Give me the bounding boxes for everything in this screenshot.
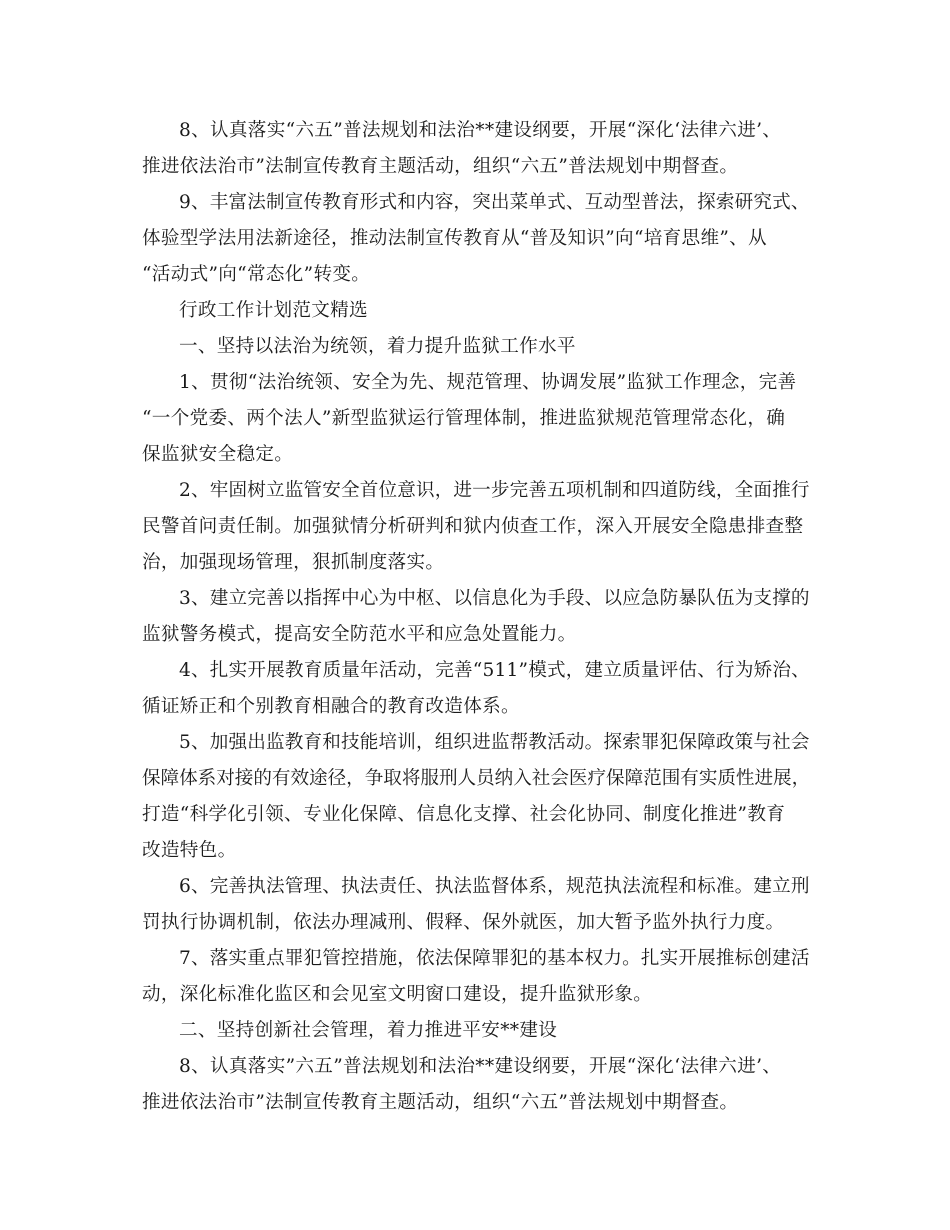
paragraph — [142, 941, 810, 1013]
text-line: 监狱警务模式，提高安全防范水平和应急处置能力。 — [142, 624, 577, 645]
paragraph — [142, 653, 810, 725]
paragraph — [142, 473, 810, 581]
paragraph — [142, 113, 810, 185]
text-line: 5、加强出监教育和技能培训，组织进监帮教活动。探索罪犯保障政策与社会 — [179, 732, 810, 753]
paragraph — [142, 1013, 810, 1049]
text-line: 6、完善执法管理、执法责任、执法监督体系，规范执法流程和标准。建立刑 — [179, 876, 810, 897]
text-line: 推进依法治市”法制宣传教育主题活动，组织“六五”普法规划中期督查。 — [142, 1092, 739, 1113]
text-line: 8、认真落实“六五”普法规划和法治**建设纲要，开展“深化‘法律六进’、 — [179, 120, 782, 141]
document-body — [142, 113, 810, 1121]
text-line: 保障体系对接的有效途径，争取将服刑人员纳入社会医疗保障范围有实质性进展， — [142, 768, 811, 789]
paragraph — [142, 869, 810, 941]
text-line: 动，深化标准化监区和会见室文明窗口建设，提升监狱形象。 — [142, 984, 653, 1005]
text-line: 罚执行协调机制，依法办理减刑、假释、保外就医，加大暂予监外执行力度。 — [142, 912, 785, 933]
paragraph — [142, 329, 810, 365]
paragraph — [142, 365, 810, 473]
paragraph — [142, 185, 810, 293]
text-line: 一、坚持以法治为统领，着力提升监狱工作水平 — [179, 336, 576, 357]
text-line: 民警首问责任制。加强狱情分析研判和狱内侦查工作，深入开展安全隐患排查整 — [142, 516, 804, 537]
text-line: 治，加强现场管理，狠抓制度落实。 — [142, 552, 445, 573]
text-line: 8、认真落实”六五”普法规划和法治**建设纲要，开展“深化‘法律六进’、 — [179, 1056, 782, 1077]
text-line: 保监狱安全稳定。 — [142, 444, 294, 465]
paragraph — [142, 581, 810, 653]
paragraph — [142, 1049, 810, 1121]
text-line: 4、扎实开展教育质量年活动，完善“511”模式，建立质量评估、行为矫治、 — [179, 660, 810, 681]
text-line: 9、丰富法制宣传教育形式和内容，突出菜单式、互动型普法，探索研究式、 — [179, 192, 810, 213]
text-line: 二、坚持创新社会管理，着力推进平安**建设 — [179, 1020, 558, 1041]
text-line: 行政工作计划范文精选 — [179, 300, 368, 321]
text-line: “一个党委、两个法人”新型监狱运行管理体制，推进监狱规范管理常态化，确 — [142, 408, 786, 429]
text-line: 3、建立完善以指挥中心为中枢、以信息化为手段、以应急防暴队伍为支撑的 — [179, 588, 810, 609]
text-line: 1、贯彻“法治统领、安全为先、规范管理、协调发展”监狱工作理念，完善 — [179, 372, 797, 393]
text-line: 7、落实重点罪犯管控措施，依法保障罪犯的基本权力。扎实开展推标创建活 — [179, 948, 810, 969]
paragraph — [142, 725, 810, 869]
paragraph — [142, 293, 810, 329]
text-line: “活动式”向“常态化”转变。 — [142, 264, 371, 285]
text-line: 推进依法治市”法制宣传教育主题活动，组织“六五”普法规划中期督查。 — [142, 156, 739, 177]
text-line: 改造特色。 — [142, 840, 237, 861]
text-line: 循证矫正和个别教育相融合的教育改造体系。 — [142, 696, 520, 717]
text-line: 打造“科学化引领、专业化保障、信息化支撑、社会化协同、制度化推进”教育 — [142, 804, 786, 825]
text-line: 2、牢固树立监管安全首位意识，进一步完善五项机制和四道防线，全面推行 — [179, 480, 810, 501]
text-line: 体验型学法用法新途径，推动法制宣传教育从“普及知识”向“培育思维”、从 — [142, 228, 767, 249]
